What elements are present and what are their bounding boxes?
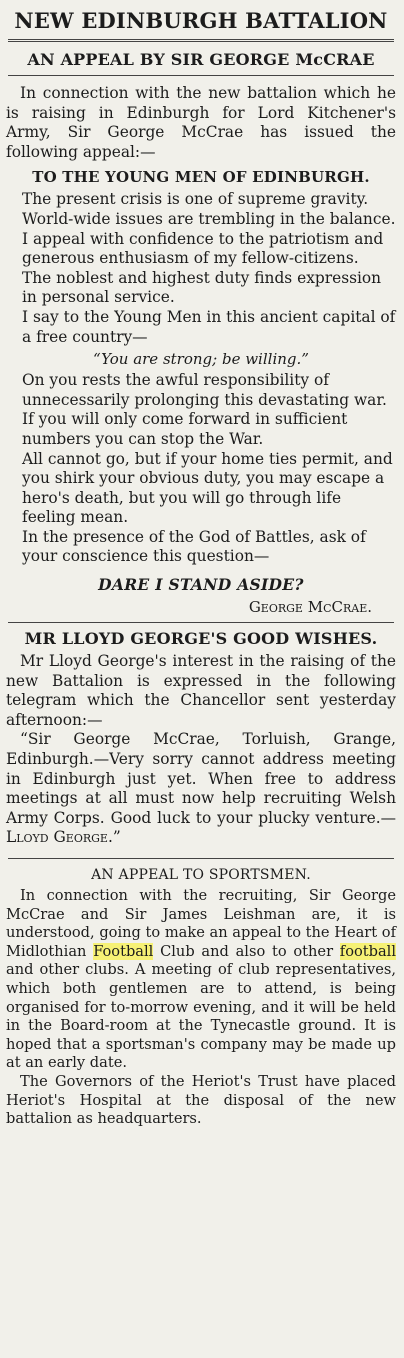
lloyd-telegram [6, 730, 396, 848]
lloyd-intro: Mr Lloyd George's interest in the raising of the new Battalion is expressed in the following telegram which the Chancellor sent yesterday afternoon:— [6, 652, 396, 729]
appeal-signature: George McCrae. [248, 598, 372, 617]
sports-text: In connection with the recruiting, Sir George McCrae and Sir James Leishman are, it is understood, going to make an appeal to the Heart of Midlothian [6, 887, 396, 960]
highlighted-word: football [339, 942, 397, 960]
title-divider [8, 39, 394, 42]
sports-text: Club and also to other [160, 942, 334, 960]
appeal-heading: TO THE YOUNG MEN OF EDINBURGH. [32, 168, 370, 187]
telegram-text: “Sir George McCrae, Torluish, Grange, Edinburgh.—Very sorry cannot address meeting in Edinburgh just yet. When free to address meetings at all must now help recruiting Welsh Army Corps. Good luck to your plucky venture.— [6, 730, 396, 827]
appeal-paragraph: I say to the Young Men in this ancient capital of a free country— [22, 307, 396, 346]
appeal-paragraph: I appeal with confidence to the patriotism and generous enthusiasm of my fellow-citizens. [22, 229, 384, 268]
lloyd-heading: MR LLOYD GEORGE'S GOOD WISHES. [24, 629, 378, 649]
appeal-paragraph: The present crisis is one of supreme gravity. World-wide issues are trembling in the balance. [22, 190, 396, 228]
section-divider [8, 858, 394, 859]
appeal-paragraph: The noblest and highest duty finds expression in personal service. [22, 268, 382, 307]
article-subtitle: AN APPEAL BY SIR GEORGE McCRAE [27, 50, 375, 69]
appeal-question: DARE I STAND ASIDE? [98, 575, 304, 595]
appeal-quote: “You are strong; be willing.” [93, 350, 309, 369]
appeal-paragraph: All cannot go, but if your home ties permit, and you shirk your obvious duty, you may escape a hero's death, but you will go through life feeling mean. [22, 449, 393, 527]
intro-paragraph: In connection with the new battalion which he is raising in Edinburgh for Lord Kitchener's Army, Sir George McCrae has issued the following appeal:— [6, 84, 396, 161]
appeal-paragraph: In the presence of the God of Battles, ask of your conscience this question— [22, 527, 366, 566]
sports-paragraph [6, 887, 396, 1073]
sports-text: and other clubs. A meeting of club representatives, which both gentlemen are to attend, is being organised for to-morrow evening, and it will be held in the Board-room at the Tynecastle ground. It is hoped that a sportsman's company may be made up at an early date. [6, 961, 396, 1072]
page-title: NEW EDINBURGH BATTALION [14, 8, 388, 33]
highlighted-word: Football [93, 942, 154, 960]
sports-heading: AN APPEAL TO SPORTSMEN. [91, 867, 311, 883]
appeal-paragraph: On you rests the awful responsibility of unnecessarily prolonging this devastating war. If you will only come forward in sufficient numbers you can stop the War. [22, 371, 387, 448]
section-divider [8, 622, 394, 623]
sports-paragraph-2: The Governors of the Heriot's Trust have placed Heriot's Hospital at the disposal of the new battalion as headquarters. [6, 1072, 396, 1128]
telegram-signature: Lloyd George.” [6, 828, 121, 847]
